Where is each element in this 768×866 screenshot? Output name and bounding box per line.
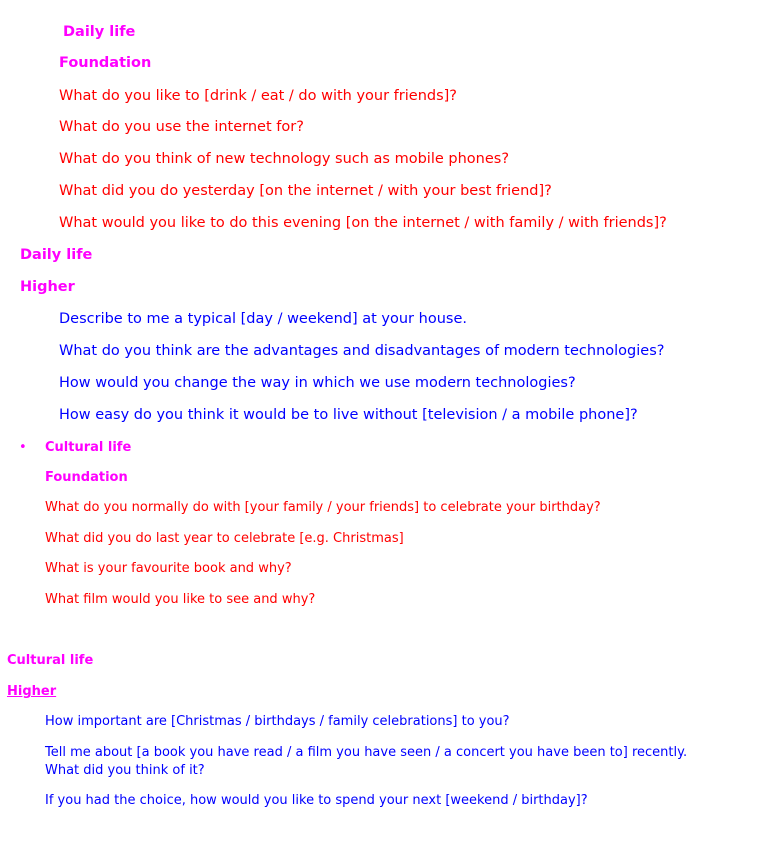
question-item: What would you like to do this evening [on the internet / with family / with friends]? bbox=[59, 215, 667, 231]
level-heading-foundation: Foundation bbox=[59, 55, 152, 71]
section-title-cultural-life: Cultural life bbox=[7, 653, 94, 668]
section-title-daily-life: Daily life bbox=[20, 247, 93, 263]
question-item: What do you normally do with [your family / your friends] to celebrate your birthday? bbox=[45, 500, 601, 515]
question-item: What is your favourite book and why? bbox=[45, 561, 292, 576]
question-item: How easy do you think it would be to live without [television / a mobile phone]? bbox=[59, 407, 638, 423]
bullet-icon: • bbox=[19, 440, 27, 455]
question-item: What do you think are the advantages and disadvantages of modern technologies? bbox=[59, 343, 665, 359]
section-title-cultural-life: Cultural life bbox=[45, 440, 132, 455]
level-heading-foundation: Foundation bbox=[45, 470, 128, 485]
question-item: What did you do last year to celebrate [e.g. Christmas] bbox=[45, 531, 404, 546]
question-item: Tell me about [a book you have read / a film you have seen / a concert you have been to] recently. bbox=[45, 745, 688, 760]
question-item: What film would you like to see and why? bbox=[45, 592, 316, 607]
question-item: What do you think of new technology such as mobile phones? bbox=[59, 151, 510, 167]
question-item: How important are [Christmas / birthdays / family celebrations] to you? bbox=[45, 714, 510, 729]
question-item: What did you do yesterday [on the internet / with your best friend]? bbox=[59, 183, 552, 199]
section-title-daily-life: Daily life bbox=[63, 24, 136, 40]
level-heading-higher: Higher bbox=[7, 684, 57, 699]
level-heading-higher: Higher bbox=[20, 279, 75, 295]
question-item: What do you like to [drink / eat / do with your friends]? bbox=[59, 88, 457, 104]
question-item: How would you change the way in which we use modern technologies? bbox=[59, 375, 576, 391]
question-item: What do you use the internet for? bbox=[59, 119, 304, 135]
question-item-continuation: What did you think of it? bbox=[45, 763, 205, 778]
question-item: Describe to me a typical [day / weekend] at your house. bbox=[59, 311, 467, 327]
question-item: If you had the choice, how would you like to spend your next [weekend / birthday]? bbox=[45, 793, 588, 808]
